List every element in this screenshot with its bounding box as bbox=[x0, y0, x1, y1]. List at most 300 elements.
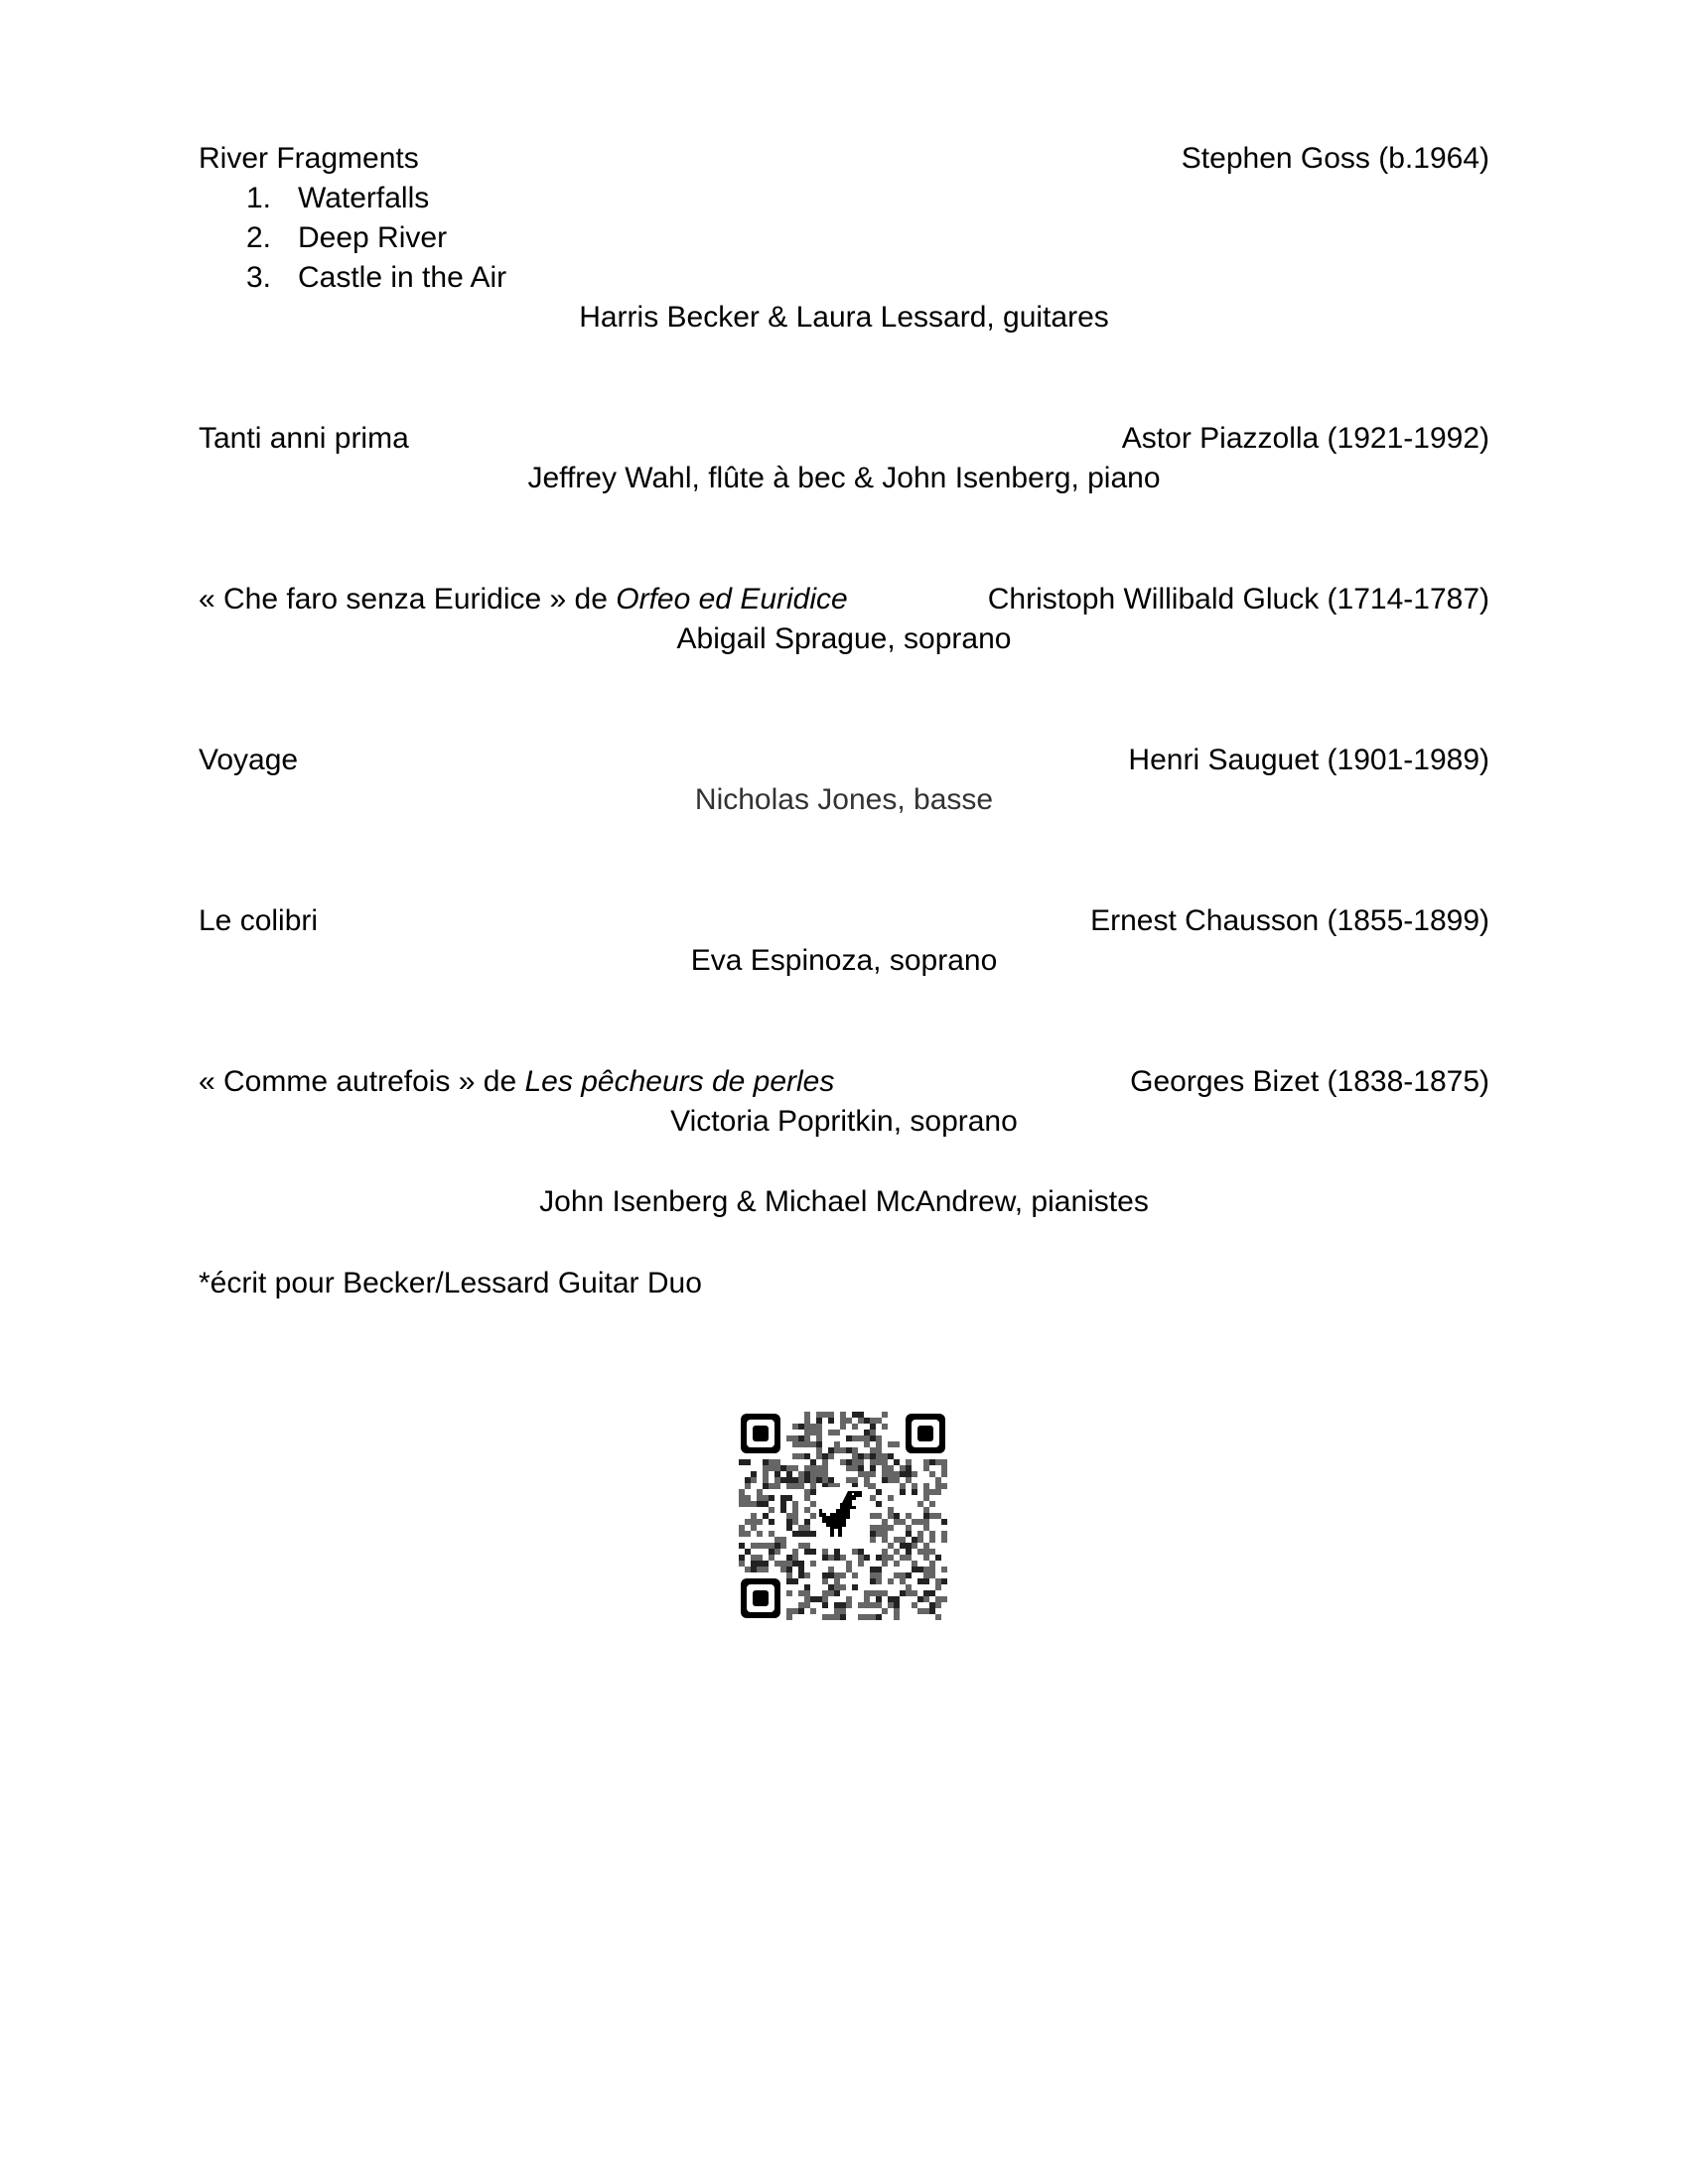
qr-module bbox=[798, 1561, 804, 1567]
qr-module bbox=[804, 1465, 810, 1471]
qr-module bbox=[870, 1614, 876, 1620]
performers: Jeffrey Wahl, flûte à bec & John Isenberg, piano bbox=[527, 462, 1161, 494]
qr-module bbox=[804, 1495, 810, 1501]
qr-module bbox=[840, 1424, 846, 1430]
piece-title: Voyage bbox=[199, 744, 299, 776]
qr-module bbox=[876, 1489, 882, 1495]
qr-module bbox=[935, 1483, 941, 1489]
piece-title: River Fragments bbox=[199, 142, 419, 175]
qr-module bbox=[870, 1465, 876, 1471]
qr-module bbox=[840, 1614, 846, 1620]
qr-module bbox=[786, 1525, 792, 1531]
qr-module bbox=[894, 1572, 900, 1578]
qr-module bbox=[763, 1459, 769, 1465]
qr-module bbox=[816, 1465, 822, 1471]
qr-module bbox=[745, 1549, 751, 1555]
qr-module bbox=[882, 1519, 888, 1525]
qr-module bbox=[810, 1489, 816, 1495]
qr-module bbox=[804, 1596, 810, 1602]
qr-module bbox=[876, 1596, 882, 1602]
qr-module bbox=[929, 1608, 935, 1614]
qr-module bbox=[882, 1477, 888, 1483]
qr-module bbox=[810, 1608, 816, 1614]
qr-module bbox=[804, 1507, 810, 1513]
qr-module bbox=[822, 1477, 828, 1483]
qr-module bbox=[858, 1453, 864, 1459]
qr-module bbox=[846, 1561, 852, 1567]
qr-module bbox=[876, 1435, 882, 1441]
qr-module bbox=[923, 1596, 929, 1602]
qr-module bbox=[804, 1525, 810, 1531]
qr-module bbox=[888, 1596, 894, 1602]
qr-module bbox=[834, 1584, 840, 1590]
qr-module bbox=[882, 1424, 888, 1430]
qr-module bbox=[852, 1572, 858, 1578]
qr-module bbox=[769, 1531, 774, 1537]
qr-module bbox=[834, 1441, 840, 1447]
qr-module bbox=[834, 1555, 840, 1561]
pianists-credit: John Isenberg & Michael McAndrew, pianistes bbox=[539, 1185, 1149, 1218]
qr-module bbox=[804, 1441, 810, 1447]
qr-module bbox=[804, 1418, 810, 1424]
qr-module bbox=[923, 1489, 929, 1495]
qr-module bbox=[923, 1543, 929, 1549]
qr-module bbox=[900, 1489, 906, 1495]
qr-module bbox=[769, 1519, 774, 1525]
movement-item bbox=[246, 258, 506, 298]
qr-module bbox=[786, 1608, 792, 1614]
qr-module bbox=[751, 1519, 757, 1525]
qr-module bbox=[786, 1513, 792, 1519]
qr-module bbox=[834, 1602, 840, 1608]
qr-module bbox=[757, 1495, 763, 1501]
qr-module bbox=[858, 1555, 864, 1561]
qr-module bbox=[888, 1495, 894, 1501]
qr-module bbox=[757, 1531, 763, 1537]
qr-module bbox=[792, 1519, 798, 1525]
qr-module bbox=[786, 1495, 792, 1501]
qr-module bbox=[941, 1537, 947, 1543]
qr-module bbox=[810, 1477, 816, 1483]
qr-module bbox=[894, 1608, 900, 1614]
qr-module bbox=[864, 1590, 870, 1596]
qr-module bbox=[780, 1465, 786, 1471]
qr-module bbox=[792, 1578, 798, 1584]
piece-title-prefix: « Comme autrefois » de bbox=[199, 1065, 525, 1098]
qr-module bbox=[810, 1561, 816, 1567]
qr-module bbox=[798, 1572, 804, 1578]
qr-module bbox=[858, 1549, 864, 1555]
qr-module bbox=[858, 1602, 864, 1608]
qr-module bbox=[751, 1525, 757, 1531]
qr-module bbox=[804, 1471, 810, 1477]
qr-module bbox=[757, 1489, 763, 1495]
qr-module bbox=[923, 1567, 929, 1572]
qr-module bbox=[929, 1471, 935, 1477]
qr-module bbox=[828, 1477, 834, 1483]
qr-module bbox=[739, 1531, 745, 1537]
qr-module bbox=[804, 1519, 810, 1525]
qr-module bbox=[834, 1608, 840, 1614]
piece-row-voyage bbox=[199, 741, 1489, 780]
qr-module bbox=[822, 1471, 828, 1477]
qr-module bbox=[846, 1477, 852, 1483]
qr-module bbox=[870, 1483, 876, 1489]
qr-module bbox=[929, 1561, 935, 1567]
movement-number: 3. bbox=[246, 261, 272, 294]
qr-module bbox=[870, 1435, 876, 1441]
movement-number: 1. bbox=[246, 182, 272, 214]
performers: Harris Becker & Laura Lessard, guitares bbox=[579, 301, 1109, 334]
qr-module bbox=[745, 1531, 751, 1537]
qr-module bbox=[935, 1489, 941, 1495]
qr-module bbox=[769, 1555, 774, 1561]
qr-module bbox=[882, 1471, 888, 1477]
qr-module bbox=[929, 1531, 935, 1537]
qr-module bbox=[870, 1513, 876, 1519]
qr-module bbox=[751, 1543, 757, 1549]
qr-finder-bottom-left bbox=[741, 1578, 780, 1618]
qr-module bbox=[906, 1513, 912, 1519]
qr-module bbox=[816, 1453, 822, 1459]
qr-module bbox=[929, 1602, 935, 1608]
qr-module bbox=[816, 1447, 822, 1453]
qr-module bbox=[923, 1465, 929, 1471]
qr-finder-top-left bbox=[741, 1414, 780, 1453]
qr-module bbox=[816, 1441, 822, 1447]
qr-module bbox=[751, 1555, 757, 1561]
qr-module bbox=[864, 1418, 870, 1424]
qr-module bbox=[935, 1584, 941, 1590]
qr-module bbox=[798, 1531, 804, 1537]
qr-module bbox=[858, 1471, 864, 1477]
qr-module bbox=[906, 1590, 912, 1596]
qr-module bbox=[798, 1543, 804, 1549]
qr-module bbox=[900, 1590, 906, 1596]
qr-module bbox=[882, 1459, 888, 1465]
qr-module bbox=[804, 1590, 810, 1596]
qr-module bbox=[882, 1549, 888, 1555]
qr-module bbox=[864, 1614, 870, 1620]
qr-module bbox=[757, 1543, 763, 1549]
performers: Abigail Sprague, soprano bbox=[676, 622, 1012, 655]
qr-module bbox=[792, 1549, 798, 1555]
qr-module bbox=[769, 1507, 774, 1513]
qr-module bbox=[917, 1596, 923, 1602]
qr-module bbox=[745, 1501, 751, 1507]
qr-module bbox=[804, 1584, 810, 1590]
qr-module bbox=[876, 1531, 882, 1537]
qr-module bbox=[822, 1596, 828, 1602]
composer: Christoph Willibald Gluck (1714-1787) bbox=[987, 583, 1489, 615]
piece-row-le-colibri bbox=[199, 901, 1489, 941]
qr-module bbox=[923, 1549, 929, 1555]
performers: Nicholas Jones, basse bbox=[694, 783, 994, 816]
composer: Stephen Goss (b.1964) bbox=[1181, 142, 1489, 175]
qr-module bbox=[929, 1590, 935, 1596]
qr-module bbox=[816, 1471, 822, 1477]
qr-module bbox=[864, 1441, 870, 1447]
qr-module bbox=[810, 1441, 816, 1447]
qr-module bbox=[894, 1441, 900, 1447]
qr-module bbox=[810, 1549, 816, 1555]
qr-module bbox=[739, 1501, 745, 1507]
qr-module bbox=[763, 1561, 769, 1567]
qr-module bbox=[780, 1477, 786, 1483]
qr-module bbox=[923, 1507, 929, 1513]
qr-module bbox=[840, 1584, 846, 1590]
qr-module bbox=[798, 1608, 804, 1614]
qr-module bbox=[846, 1596, 852, 1602]
qr-module bbox=[840, 1447, 846, 1453]
qr-module bbox=[858, 1459, 864, 1465]
performers: Victoria Popritkin, soprano bbox=[670, 1105, 1018, 1138]
qr-module bbox=[941, 1483, 947, 1489]
qr-module bbox=[828, 1584, 834, 1590]
qr-module bbox=[834, 1590, 840, 1596]
qr-module bbox=[834, 1614, 840, 1620]
qr-module bbox=[804, 1477, 810, 1483]
qr-module bbox=[798, 1441, 804, 1447]
qr-module bbox=[804, 1549, 810, 1555]
qr-module bbox=[870, 1447, 876, 1453]
qr-module bbox=[810, 1459, 816, 1465]
qr-module bbox=[882, 1537, 888, 1543]
qr-module bbox=[906, 1531, 912, 1537]
qr-module bbox=[798, 1424, 804, 1430]
qr-module bbox=[810, 1531, 816, 1537]
qr-module bbox=[786, 1561, 792, 1567]
qr-module bbox=[929, 1537, 935, 1543]
qr-module bbox=[923, 1578, 929, 1584]
qr-module bbox=[774, 1483, 780, 1489]
qr-module bbox=[751, 1501, 757, 1507]
qr-module bbox=[786, 1614, 792, 1620]
qr-module bbox=[786, 1435, 792, 1441]
footnote: *écrit pour Becker/Lessard Guitar Duo bbox=[199, 1267, 702, 1299]
qr-module bbox=[882, 1561, 888, 1567]
qr-module bbox=[882, 1465, 888, 1471]
qr-module bbox=[882, 1412, 888, 1418]
qr-module bbox=[929, 1489, 935, 1495]
qr-module bbox=[906, 1584, 912, 1590]
qr-module bbox=[941, 1531, 947, 1537]
piece-row-comme-autrefois bbox=[199, 1062, 1489, 1102]
qr-module bbox=[858, 1561, 864, 1567]
qr-module bbox=[769, 1549, 774, 1555]
performers: Eva Espinoza, soprano bbox=[690, 944, 998, 977]
qr-module bbox=[798, 1602, 804, 1608]
qr-module bbox=[798, 1477, 804, 1483]
qr-module bbox=[774, 1477, 780, 1483]
qr-module bbox=[792, 1465, 798, 1471]
qr-module bbox=[834, 1430, 840, 1435]
qr-module bbox=[900, 1537, 906, 1543]
movement-label: Waterfalls bbox=[298, 182, 430, 214]
qr-module bbox=[745, 1567, 751, 1572]
qr-module bbox=[804, 1435, 810, 1441]
qr-module bbox=[840, 1555, 846, 1561]
qr-module bbox=[852, 1453, 858, 1459]
qr-module bbox=[870, 1459, 876, 1465]
qr-module bbox=[792, 1483, 798, 1489]
qr-module bbox=[786, 1555, 792, 1561]
qr-module bbox=[858, 1614, 864, 1620]
qr-module bbox=[906, 1471, 912, 1477]
qr-module bbox=[780, 1507, 786, 1513]
qr-module bbox=[757, 1555, 763, 1561]
qr-module bbox=[834, 1578, 840, 1584]
qr-module bbox=[870, 1430, 876, 1435]
qr-module bbox=[852, 1549, 858, 1555]
qr-module bbox=[870, 1495, 876, 1501]
qr-module bbox=[858, 1435, 864, 1441]
qr-module bbox=[912, 1590, 917, 1596]
qr-module bbox=[828, 1572, 834, 1578]
qr-module bbox=[894, 1602, 900, 1608]
qr-module bbox=[774, 1549, 780, 1555]
qr-module bbox=[804, 1543, 810, 1549]
qr-module bbox=[816, 1596, 822, 1602]
qr-module bbox=[917, 1519, 923, 1525]
qr-module bbox=[816, 1477, 822, 1483]
qr-module bbox=[906, 1477, 912, 1483]
qr-module bbox=[828, 1418, 834, 1424]
qr-module bbox=[858, 1465, 864, 1471]
qr-module bbox=[935, 1578, 941, 1584]
qr-module bbox=[822, 1572, 828, 1578]
qr-module bbox=[870, 1531, 876, 1537]
qr-module bbox=[804, 1412, 810, 1418]
qr-module bbox=[852, 1584, 858, 1590]
qr-module bbox=[822, 1614, 828, 1620]
qr-module bbox=[822, 1412, 828, 1418]
qr-module bbox=[810, 1501, 816, 1507]
qr-module bbox=[923, 1525, 929, 1531]
qr-module bbox=[900, 1572, 906, 1578]
qr-module bbox=[906, 1459, 912, 1465]
qr-module bbox=[763, 1543, 769, 1549]
qr-module bbox=[906, 1549, 912, 1555]
qr-module bbox=[864, 1555, 870, 1561]
movement-number: 2. bbox=[246, 221, 272, 254]
qr-module bbox=[906, 1572, 912, 1578]
qr-module bbox=[917, 1549, 923, 1555]
piece-title-prefix: « Che faro senza Euridice » de bbox=[199, 583, 617, 615]
qr-module bbox=[894, 1519, 900, 1525]
qr-module bbox=[894, 1561, 900, 1567]
qr-module bbox=[876, 1459, 882, 1465]
piece-title bbox=[199, 580, 848, 619]
qr-module bbox=[780, 1543, 786, 1549]
qr-module bbox=[888, 1465, 894, 1471]
qr-module bbox=[935, 1513, 941, 1519]
qr-module bbox=[810, 1471, 816, 1477]
qr-module bbox=[763, 1471, 769, 1477]
qr-module bbox=[870, 1602, 876, 1608]
qr-module bbox=[935, 1596, 941, 1602]
qr-module bbox=[876, 1525, 882, 1531]
qr-module bbox=[917, 1608, 923, 1614]
composer: Henri Sauguet (1901-1989) bbox=[1128, 744, 1489, 776]
qr-module bbox=[816, 1418, 822, 1424]
qr-module bbox=[745, 1477, 751, 1483]
qr-module bbox=[822, 1459, 828, 1465]
qr-module bbox=[786, 1465, 792, 1471]
qr-module bbox=[864, 1430, 870, 1435]
qr-module bbox=[864, 1453, 870, 1459]
qr-module bbox=[876, 1578, 882, 1584]
qr-module bbox=[846, 1418, 852, 1424]
qr-module bbox=[894, 1471, 900, 1477]
qr-module bbox=[917, 1537, 923, 1543]
qr-module bbox=[763, 1567, 769, 1572]
qr-module bbox=[840, 1572, 846, 1578]
qr-module bbox=[894, 1596, 900, 1602]
piece-title: Le colibri bbox=[199, 904, 319, 937]
qr-module bbox=[906, 1543, 912, 1549]
qr-module bbox=[828, 1453, 834, 1459]
qr-module bbox=[882, 1531, 888, 1537]
opera-title: Les pêcheurs de perles bbox=[524, 1065, 835, 1098]
qr-module bbox=[888, 1507, 894, 1513]
qr-module bbox=[792, 1435, 798, 1441]
qr-module bbox=[917, 1567, 923, 1572]
qr-module bbox=[846, 1567, 852, 1572]
qr-module bbox=[864, 1477, 870, 1483]
qr-module bbox=[941, 1596, 947, 1602]
qr-module bbox=[894, 1513, 900, 1519]
qr-module bbox=[810, 1513, 816, 1519]
qr-module bbox=[894, 1477, 900, 1483]
qr-module bbox=[804, 1572, 810, 1578]
qr-module bbox=[894, 1537, 900, 1543]
qr-module bbox=[912, 1567, 917, 1572]
qr-module bbox=[751, 1471, 757, 1477]
qr-module bbox=[763, 1513, 769, 1519]
qr-module bbox=[923, 1555, 929, 1561]
qr-module bbox=[792, 1561, 798, 1567]
qr-module bbox=[888, 1441, 894, 1447]
qr-module bbox=[876, 1441, 882, 1447]
movement-item bbox=[246, 179, 429, 218]
qr-module bbox=[917, 1501, 923, 1507]
qr-module bbox=[888, 1602, 894, 1608]
qr-module bbox=[763, 1483, 769, 1489]
qr-module bbox=[834, 1572, 840, 1578]
movement-item bbox=[246, 218, 447, 258]
qr-module bbox=[804, 1424, 810, 1430]
qr-module bbox=[828, 1614, 834, 1620]
qr-module bbox=[745, 1459, 751, 1465]
qr-module bbox=[822, 1453, 828, 1459]
qr-module bbox=[870, 1567, 876, 1572]
piece-title: Tanti anni prima bbox=[199, 422, 409, 455]
qr-module bbox=[876, 1453, 882, 1459]
dinosaur-icon bbox=[818, 1487, 868, 1545]
qr-module bbox=[870, 1471, 876, 1477]
qr-module bbox=[840, 1459, 846, 1465]
qr-module bbox=[870, 1418, 876, 1424]
qr-module bbox=[929, 1549, 935, 1555]
qr-module bbox=[929, 1459, 935, 1465]
qr-module bbox=[774, 1465, 780, 1471]
qr-module bbox=[923, 1608, 929, 1614]
qr-module bbox=[876, 1501, 882, 1507]
qr-module bbox=[900, 1578, 906, 1584]
qr-module bbox=[870, 1424, 876, 1430]
qr-module bbox=[941, 1578, 947, 1584]
